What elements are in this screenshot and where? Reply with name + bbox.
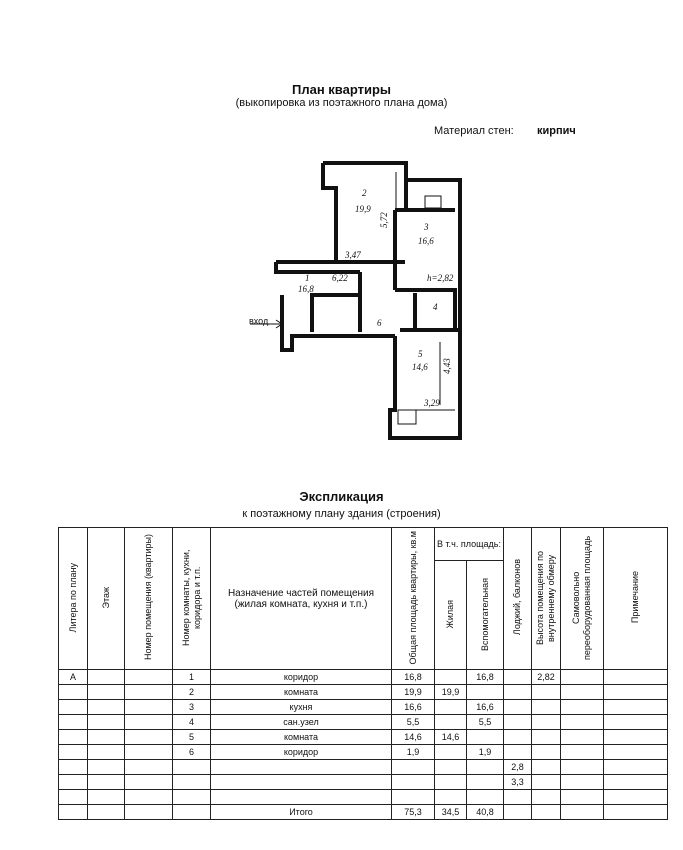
cell-num: 3	[173, 700, 211, 715]
cell-h	[532, 685, 561, 700]
wall-material-value: кирпич	[537, 125, 576, 137]
col-obsh: Общая площадь квартиры, кв.м	[392, 528, 435, 670]
table-row	[59, 685, 668, 700]
col-etazh: Этаж	[88, 528, 125, 670]
cell-lit	[59, 760, 88, 775]
col-naznach: Назначение частей помещения (жилая комната, кухня и т.п.)	[211, 528, 392, 670]
cell-name: коридор	[211, 745, 392, 760]
cell-total: 16,8	[392, 670, 435, 685]
col-vysota: Высота помещения по внутреннему обмеру	[532, 528, 561, 670]
cell-h	[532, 715, 561, 730]
dim-572: 5,72	[379, 212, 389, 228]
cell-h	[532, 745, 561, 760]
wall-room3-bottom	[395, 290, 455, 330]
cell-name	[211, 775, 392, 790]
wall-room2-left	[323, 163, 336, 262]
room1-number: 1	[305, 273, 310, 283]
window-room3	[425, 196, 441, 208]
cell-name: коридор	[211, 670, 392, 685]
cell-total	[392, 775, 435, 790]
entrance-label: вход	[249, 316, 269, 326]
cell-h	[532, 730, 561, 745]
wall-room5	[390, 330, 460, 438]
col-v-tch: В т.ч. площадь:	[435, 528, 504, 561]
room5-area: 14,6	[412, 362, 428, 372]
page-subtitle: (выкопировка из поэтажного плана дома)	[235, 97, 448, 109]
ceiling-height: h=2,82	[427, 273, 454, 283]
cell-total	[392, 790, 435, 805]
cell-zhil	[435, 670, 467, 685]
col-zhil: Жилая	[435, 561, 467, 670]
cell-vsp: 1,9	[467, 745, 504, 760]
cell-vsp	[467, 760, 504, 775]
room3-area: 16,6	[418, 236, 434, 246]
cell-zhil	[435, 700, 467, 715]
room2-number: 2	[362, 188, 367, 198]
cell-lit	[59, 745, 88, 760]
cell-lodzh	[504, 745, 532, 760]
dim-329: 3,29	[424, 398, 440, 408]
cell-lodzh	[504, 715, 532, 730]
room5-number: 5	[418, 349, 423, 359]
cell-lodzh	[504, 790, 532, 805]
cell-total: 19,9	[392, 685, 435, 700]
page-title: План квартиры	[291, 82, 392, 97]
cell-zhil: 14,6	[435, 730, 467, 745]
cell-zhil	[435, 790, 467, 805]
cell-num: 2	[173, 685, 211, 700]
cell-lit	[59, 730, 88, 745]
cell-zhil	[435, 760, 467, 775]
cell-total: 14,6	[392, 730, 435, 745]
cell-name: кухня	[211, 700, 392, 715]
cell-total: 5,5	[392, 715, 435, 730]
window-room5	[398, 410, 416, 424]
dim-347: 3,47	[345, 250, 361, 260]
cell-num	[173, 775, 211, 790]
cell-lit	[59, 775, 88, 790]
cell-total: 16,6	[392, 700, 435, 715]
table-row	[59, 745, 668, 760]
cell-lit: А	[59, 670, 88, 685]
total-vspom: 40,8	[467, 805, 504, 820]
table-row	[59, 760, 668, 775]
total-zhil: 34,5	[435, 805, 467, 820]
cell-lit	[59, 790, 88, 805]
total-area: 75,3	[392, 805, 435, 820]
cell-vsp	[467, 730, 504, 745]
total-row	[59, 805, 668, 820]
cell-name: комната	[211, 685, 392, 700]
cell-lodzh: 2,8	[504, 760, 532, 775]
room1-area: 16,8	[298, 284, 314, 294]
dim-622: 6,22	[332, 273, 348, 283]
cell-zhil	[435, 745, 467, 760]
col-litera: Литера по плану	[59, 528, 88, 670]
cell-h	[532, 700, 561, 715]
table-row	[59, 730, 668, 745]
wall-material-label: Материал стен:	[434, 125, 514, 137]
room3-number: 3	[424, 222, 429, 232]
table-row	[59, 790, 668, 805]
cell-zhil: 19,9	[435, 685, 467, 700]
cell-name	[211, 760, 392, 775]
cell-name: сан.узел	[211, 715, 392, 730]
col-lodzh: Лоджий, балконов	[504, 528, 532, 670]
wall-corridor-nook	[312, 295, 360, 332]
cell-name	[211, 790, 392, 805]
col-nomer-komn: Номер комнаты, кухни, коридора и т.п.	[173, 528, 211, 670]
cell-name: комната	[211, 730, 392, 745]
cell-num	[173, 760, 211, 775]
cell-lit	[59, 715, 88, 730]
room6-number: 6	[377, 318, 382, 328]
cell-zhil	[435, 775, 467, 790]
cell-vsp	[467, 775, 504, 790]
cell-vsp	[467, 685, 504, 700]
col-vspom: Вспомогательная	[467, 561, 504, 670]
table-row	[59, 700, 668, 715]
cell-h: 2,82	[532, 670, 561, 685]
room2-area: 19,9	[355, 204, 371, 214]
cell-lodzh	[504, 730, 532, 745]
cell-total: 1,9	[392, 745, 435, 760]
cell-h	[532, 760, 561, 775]
cell-h	[532, 790, 561, 805]
cell-h	[532, 775, 561, 790]
room4-number: 4	[433, 302, 438, 312]
cell-lodzh	[504, 700, 532, 715]
cell-lodzh	[504, 685, 532, 700]
explication-table	[58, 527, 668, 820]
cell-num: 5	[173, 730, 211, 745]
table-row	[59, 715, 668, 730]
cell-total	[392, 760, 435, 775]
cell-num: 4	[173, 715, 211, 730]
cell-num	[173, 790, 211, 805]
cell-lodzh: 3,3	[504, 775, 532, 790]
col-nomer-pom: Номер помещения (квартиры)	[125, 528, 173, 670]
cell-vsp: 5,5	[467, 715, 504, 730]
col-samov: Самовольно переоборудованная площадь	[561, 528, 604, 670]
cell-num: 6	[173, 745, 211, 760]
explication-subtitle: к поэтажному плану здания (строения)	[242, 508, 441, 520]
table-row	[59, 670, 668, 685]
cell-lit	[59, 700, 88, 715]
cell-vsp: 16,6	[467, 700, 504, 715]
cell-num: 1	[173, 670, 211, 685]
cell-vsp: 16,8	[467, 670, 504, 685]
col-prim: Примечание	[604, 528, 668, 670]
cell-zhil	[435, 715, 467, 730]
total-label: Итого	[211, 805, 392, 820]
explication-title: Экспликация	[299, 489, 384, 504]
dim-443: 4,43	[442, 358, 452, 374]
cell-vsp	[467, 790, 504, 805]
table-row	[59, 775, 668, 790]
cell-lit	[59, 685, 88, 700]
cell-lodzh	[504, 670, 532, 685]
